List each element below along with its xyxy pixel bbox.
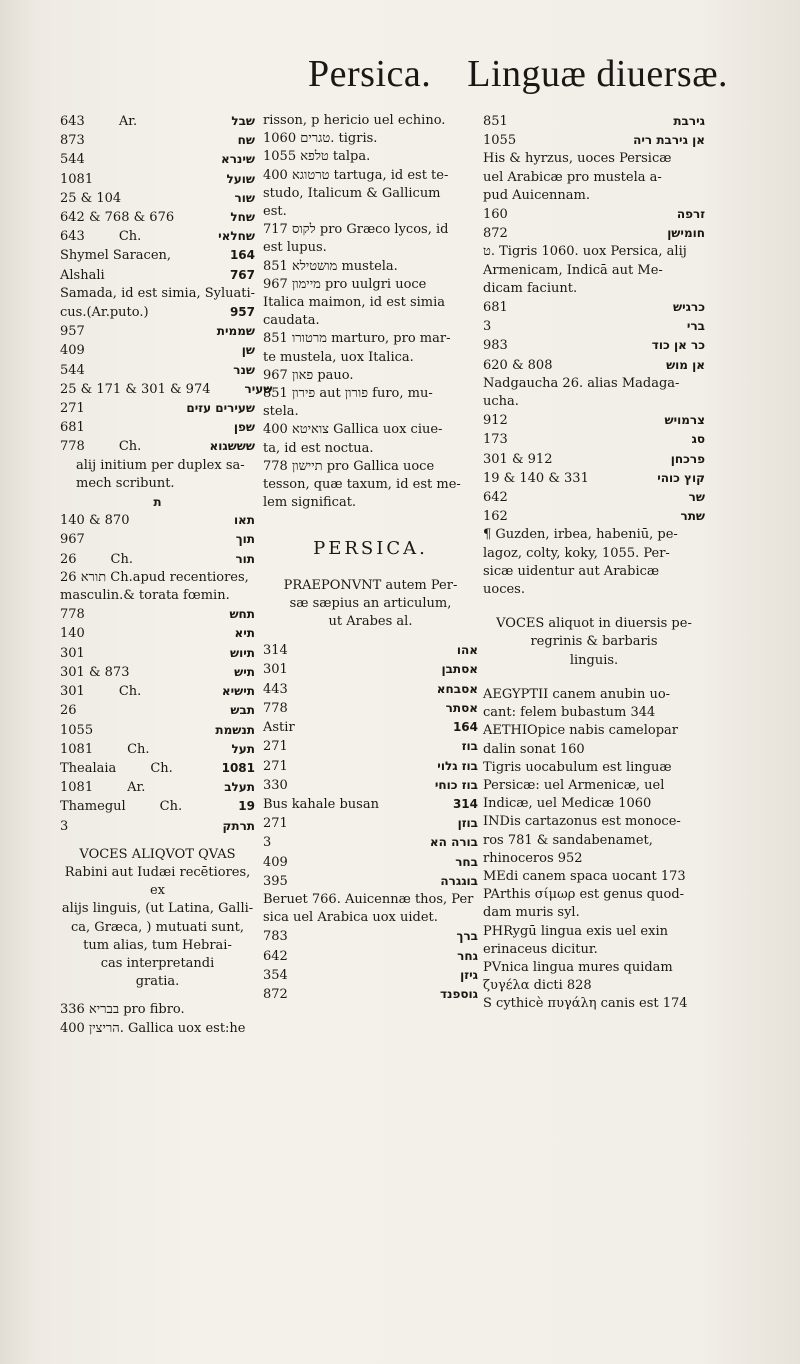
- entry-headword: 164: [229, 248, 255, 263]
- entry-row: [483, 450, 705, 469]
- text-line: תיישון 778 pro Gallica uoce: [263, 458, 435, 474]
- entry-row: [263, 660, 478, 679]
- text-line: linguis.: [569, 652, 619, 668]
- text-line: MEdi canem spaca uocant 173: [483, 868, 686, 884]
- text-line: studo, Italicum & Gallicum: [263, 185, 441, 201]
- entry-ref: 271: [60, 401, 85, 417]
- entry-headword: בוזן: [457, 816, 478, 831]
- text-line: alij initium per duplex sa-: [76, 457, 245, 473]
- entry-row: [263, 680, 478, 699]
- entry-headword: תוך: [235, 532, 255, 547]
- entry-row: [60, 511, 255, 530]
- entry-ref: 271: [263, 758, 288, 774]
- entry-row: [60, 624, 255, 643]
- entry-row: [263, 853, 478, 872]
- text-line: regrinis & barbaris: [530, 634, 658, 650]
- entry-ref: Thealaia: [60, 760, 117, 776]
- text-line: dalin sonat 160: [483, 741, 585, 757]
- entry-headword: צרמויש: [664, 413, 705, 428]
- entry-ref: 642 & 768 & 676: [60, 210, 175, 226]
- entry-headword: בוז: [461, 739, 478, 754]
- text-line: לקוס 717 pro Græco lycos, id: [263, 222, 449, 238]
- entry-headword: תור: [235, 551, 255, 566]
- entry-row: [483, 112, 705, 131]
- text-line: erinaceus dicitur.: [483, 941, 598, 957]
- entry-headword: תרתק: [222, 818, 255, 833]
- text-line: Beruet 766. Auicennæ thos, Per: [263, 891, 474, 907]
- entry-row: [263, 776, 478, 795]
- entry-row: [483, 317, 705, 336]
- entry-ref: 1081: [60, 171, 94, 187]
- text-line: stela.: [263, 404, 299, 420]
- entry-ref: 1055: [483, 133, 517, 149]
- text-line: uel Arabicæ pro mustela a-: [483, 169, 662, 185]
- entry-ref: 314: [263, 643, 288, 659]
- entry-ref: 25 & 171 & 301 & 974: [60, 381, 211, 397]
- entry-ref: 642: [263, 948, 288, 964]
- text-line: sicæ uidentur aut Arabicæ: [483, 563, 660, 579]
- entry-headword: שחלאי: [218, 229, 255, 244]
- entry-headword: תיא: [234, 626, 255, 641]
- entry-ref: 3: [483, 319, 492, 335]
- entry-headword: שר: [688, 490, 705, 505]
- text-line: VOCES ALIQVOT QVAS: [79, 846, 236, 862]
- text-line: פאון 967 pauo.: [263, 367, 354, 383]
- entry-ref: 25 & 104: [60, 190, 122, 206]
- entry-row: [60, 663, 255, 682]
- entry-ref: 1081: [60, 741, 94, 757]
- entry-ref: Samada, id est simia, Syluati-: [60, 285, 256, 301]
- entry-row: [60, 361, 255, 380]
- entry-row: [60, 530, 255, 549]
- entry-row: [483, 336, 705, 355]
- entry-headword: 19: [238, 799, 255, 814]
- entry-note: Ch.: [127, 741, 150, 757]
- text-line: sæ sæpius an articulum,: [289, 595, 452, 611]
- entry-ref: 160: [483, 207, 508, 223]
- entry-row: [60, 797, 255, 816]
- entry-headword: אן מוש: [666, 357, 705, 372]
- entry-headword: 164: [452, 720, 478, 735]
- text-line: Nadgaucha 26. alias Madaga-: [483, 375, 680, 391]
- entry-row: [60, 266, 255, 285]
- entry-ref: Shymel Saracen,: [60, 248, 172, 264]
- entry-row: [263, 699, 478, 718]
- text-line: מושטילא 851 mustela.: [263, 258, 398, 274]
- entry-headword: גוספנד: [439, 986, 478, 1001]
- entry-row: [263, 718, 478, 737]
- entry-ref: 544: [60, 152, 85, 168]
- text-line: masculin.& torata fœmin.: [60, 588, 230, 604]
- entry-row: [60, 131, 255, 150]
- entry-ref: 851: [483, 114, 508, 129]
- entry-row: [60, 246, 255, 265]
- entry-ref: 140: [60, 626, 85, 642]
- entry-ref: 681: [60, 420, 85, 436]
- entry-ref: 983: [483, 338, 508, 354]
- text-line: בבריא 336 pro fibro.: [60, 1002, 185, 1018]
- entry-row: [60, 208, 255, 227]
- text-line: lagoz, colty, koky, 1055. Per-: [483, 545, 670, 561]
- entry-headword: אסתר: [445, 700, 478, 715]
- entry-headword: ברך: [456, 929, 478, 944]
- entry-ref: 271: [263, 816, 288, 832]
- text-line: מיימון 967 pro uulgri uoce: [263, 276, 427, 292]
- entry-ref: 301 & 873: [60, 664, 130, 680]
- entry-row: [483, 469, 705, 488]
- text-line: 26 תורא Ch.apud recentiores,: [60, 569, 249, 585]
- entry-row: [60, 341, 255, 360]
- entry-ref: 395: [263, 873, 288, 889]
- entry-ref: 271: [263, 739, 288, 755]
- entry-ref: 301 & 912: [483, 451, 553, 467]
- entry-ref: Thamegul: [60, 799, 126, 815]
- entry-ref: 1081: [60, 780, 94, 796]
- text-line: pud Auicennam.: [483, 187, 590, 203]
- entry-row: [263, 814, 478, 833]
- entry-headword: ברי: [686, 319, 705, 334]
- entry-row: [60, 418, 255, 437]
- entry-row: [483, 205, 705, 224]
- entry-ref: 409: [263, 854, 288, 870]
- entry-headword: תנשמת: [215, 722, 255, 737]
- text-line: S cythicè πυγάλη canis est 174: [483, 996, 688, 1012]
- text-line: PRAEPONVNT autem Per-: [283, 577, 458, 593]
- entry-ref: 912: [483, 413, 508, 429]
- entry-headword: תבש: [230, 703, 255, 718]
- entry-row: [263, 833, 478, 852]
- entry-ref: cus.(Ar.puto.): [60, 305, 149, 321]
- entry-ref: 778: [60, 439, 85, 455]
- entry-headword: קוץ כוהי: [657, 470, 705, 485]
- entry-ref: 301: [263, 662, 288, 678]
- text-line: ט. Tigris 1060. uox Persica, alij: [483, 244, 687, 260]
- entry-row: [60, 189, 255, 208]
- text-line: AEGYPTII canem anubin uo-: [483, 686, 671, 702]
- entry-headword: שעירים עזים: [186, 401, 255, 416]
- text-line: VOCES aliquot in diuersis pe-: [496, 616, 692, 632]
- entry-headword: שנר: [233, 362, 255, 377]
- text-line: tesson, quæ taxum, id est me-: [263, 477, 461, 493]
- entry-headword: תיוש: [230, 645, 255, 660]
- entry-ref: Alshali: [60, 267, 105, 283]
- entry-headword: שעיר: [244, 381, 273, 396]
- text-line: tum alias, tum Hebrai-: [83, 937, 232, 953]
- entry-headword: שינרא: [220, 152, 255, 167]
- text-line: טלפא 1055 talpa.: [263, 149, 371, 165]
- entry-headword: בחר: [455, 854, 478, 869]
- text-line: cant: felem bubastum 344: [483, 705, 656, 721]
- section-letter: ת: [153, 495, 162, 510]
- column-1: [60, 112, 273, 1038]
- text-line: PVnica lingua mures quidam: [483, 959, 673, 975]
- entry-row: [60, 399, 255, 418]
- entry-headword: שששגוא: [209, 439, 255, 454]
- entry-row: [60, 701, 255, 720]
- entry-ref: 26: [60, 551, 77, 567]
- column-2: [263, 112, 478, 1004]
- entry-ref: 330: [263, 777, 288, 793]
- entry-ref: 681: [483, 300, 508, 316]
- entry-headword: תעל: [231, 741, 255, 756]
- entry-headword: שבל: [231, 114, 255, 128]
- entry-row: [60, 759, 255, 778]
- entry-headword: חומישן: [667, 226, 705, 241]
- entry-headword: אסבחא: [436, 681, 478, 696]
- text-line: caudata.: [263, 313, 320, 329]
- entry-row: [263, 737, 478, 756]
- entry-ref: 778: [60, 607, 85, 623]
- entry-ref: 301: [60, 645, 85, 661]
- text-line: הריצין 400. Gallica uox est:he: [60, 1020, 246, 1036]
- running-head-right: Linguæ diuersæ.: [467, 53, 729, 95]
- text-line: PArthis σίμωρ est genus quod-: [483, 887, 685, 903]
- text-line: rhinoceros 952: [483, 850, 583, 866]
- text-line: alijs linguis, (ut Latina, Galli-: [61, 901, 254, 917]
- entry-headword: תעלב: [224, 780, 255, 795]
- text-line: dicam faciunt.: [483, 280, 578, 296]
- entry-ref: 643: [60, 114, 85, 129]
- entry-row: [60, 380, 273, 399]
- text-line: cas interpretandi: [100, 955, 215, 971]
- running-head-left: Persica.: [308, 53, 432, 95]
- entry-row: [483, 131, 705, 150]
- entry-ref: 544: [60, 362, 85, 378]
- entry-ref: 3: [60, 818, 69, 834]
- text-line: sica uel Arabica uox uidet.: [263, 910, 438, 926]
- entry-headword: גחר: [457, 948, 478, 963]
- entry-ref: 26: [60, 703, 77, 719]
- section-title: PERSICA.: [313, 538, 428, 560]
- entry-headword: גירבת: [673, 114, 705, 128]
- entry-row: [483, 507, 705, 526]
- entry-row: [483, 411, 705, 430]
- text-line: est.: [263, 204, 287, 220]
- text-line: טרטוגא 400 tartuga, id est te-: [263, 167, 449, 183]
- entry-row: [263, 947, 478, 966]
- entry-row: [483, 488, 705, 507]
- entry-note: Ch.: [150, 760, 173, 776]
- entry-ref: 354: [263, 967, 288, 983]
- text-line: dam muris syl.: [483, 905, 580, 921]
- entry-row: [60, 644, 255, 663]
- text-line: lem significat.: [263, 495, 357, 511]
- text-line: Tigris uocabulum est linguæ: [483, 759, 672, 775]
- column-3: [483, 112, 705, 1014]
- entry-headword: 767: [229, 267, 255, 282]
- entry-row: [483, 298, 705, 317]
- entry-note: Ch.: [159, 799, 183, 815]
- entry-ref: 778: [263, 700, 288, 716]
- entry-row: [60, 437, 255, 456]
- entry-row: [60, 550, 255, 569]
- entry-ref: 3: [263, 835, 272, 851]
- entry-headword: שממית: [216, 324, 255, 339]
- entry-ref: 872: [263, 986, 288, 1002]
- entry-ref: 409: [60, 343, 85, 359]
- entry-headword: שחל: [230, 210, 255, 225]
- page-header: [308, 52, 728, 96]
- text-line: ζυγέλα dicti 828: [483, 978, 592, 994]
- entry-headword: שתר: [680, 509, 705, 524]
- entry-ref: 957: [60, 324, 85, 340]
- text-line: Persicæ: uel Armenicæ, uel: [483, 777, 665, 793]
- entry-headword: שח: [237, 133, 255, 148]
- entry-ref: 872: [483, 226, 508, 242]
- entry-row: [60, 112, 255, 131]
- entry-ref: 873: [60, 133, 85, 149]
- text-line: His & hyrzus, uoces Persicæ: [483, 151, 672, 167]
- text-line: ros 781 & sandabenamet,: [483, 832, 653, 848]
- entry-ref: 642: [483, 490, 508, 506]
- text-line: פירון 851 aut פורון furo, mu-: [263, 386, 433, 402]
- entry-headword: בורה הא: [429, 835, 478, 850]
- text-line: Rabini aut Iudæi recētiores, ex: [64, 864, 251, 899]
- entry-headword: 957: [229, 305, 255, 320]
- entry-headword: כר אן כוד: [651, 338, 705, 353]
- entry-row: [60, 303, 255, 322]
- entry-ref: Astir: [263, 720, 295, 736]
- entry-row: [60, 322, 255, 341]
- entry-headword: פרכחן: [670, 451, 705, 466]
- text-line: ut Arabes al.: [328, 614, 413, 630]
- text-line: מרטורו 851 marturo, pro mar-: [263, 331, 451, 347]
- entry-headword: שועל: [226, 171, 255, 186]
- entry-row: [263, 757, 478, 776]
- text-line: ucha.: [483, 394, 519, 410]
- text-line: ta, id est noctua.: [263, 440, 374, 456]
- entry-ref: 19 & 140 & 331: [483, 470, 589, 486]
- entry-note: Ch.: [118, 229, 142, 245]
- entry-row: [263, 795, 478, 814]
- text-line: ca, Græca, ) mutuati sunt,: [71, 919, 244, 935]
- entry-ref: 162: [483, 509, 508, 525]
- entry-row: [483, 430, 705, 449]
- entry-headword: בוז כוחי: [434, 777, 478, 792]
- entry-row: [60, 227, 255, 246]
- text-line: est lupus.: [263, 240, 327, 256]
- text-line: mech scribunt.: [76, 475, 175, 491]
- entry-ref: Bus kahale busan: [263, 796, 379, 812]
- entry-ref: 783: [263, 929, 288, 945]
- entry-row: [60, 721, 255, 740]
- entry-headword: שור: [234, 190, 255, 205]
- entry-ref: 301: [60, 684, 85, 700]
- entry-headword: בוז גלוי: [437, 758, 478, 773]
- entry-ref: 643: [60, 229, 85, 245]
- entry-headword: תאו: [233, 513, 255, 528]
- entry-row: [60, 605, 255, 624]
- entry-note: Ar.: [127, 780, 146, 796]
- entry-row: [263, 927, 478, 946]
- entry-row: [263, 872, 478, 891]
- entry-note: Ch.: [118, 439, 142, 455]
- entry-row: [60, 740, 255, 759]
- entry-note: Ar.: [118, 114, 138, 129]
- entry-row: [60, 682, 255, 701]
- text-line: Armenicam, Indicā aut Me-: [483, 262, 663, 278]
- entry-headword: תישיא: [221, 684, 255, 699]
- entry-headword: זרפה: [676, 207, 705, 222]
- entry-headword: אסתבן: [441, 662, 478, 677]
- text-line: Indicæ, uel Medicæ 1060: [483, 796, 652, 812]
- text-line: ¶ Guzden, irbea, habeniū, pe-: [483, 527, 678, 543]
- entry-row: [60, 170, 255, 189]
- text-line: PHRygū lingua exis uel exin: [483, 923, 668, 939]
- text-line: INDis cartazonus est monoce-: [483, 814, 681, 830]
- entry-ref: 620 & 808: [483, 357, 553, 373]
- entry-headword: אן גירבת ריה: [633, 133, 705, 148]
- entry-headword: אהו: [456, 643, 478, 658]
- text-line: te mustela, uox Italica.: [263, 349, 414, 365]
- entry-headword: שפן: [233, 420, 255, 435]
- text-line: טגרים 1060. tigris.: [263, 131, 378, 147]
- entry-row: [483, 224, 705, 243]
- entry-headword: גיזן: [460, 967, 478, 982]
- entry-ref: 140 & 870: [60, 513, 130, 529]
- entry-headword: שן: [241, 343, 255, 358]
- entry-row: [60, 778, 255, 797]
- entry-headword: תיש: [234, 664, 255, 679]
- entry-headword: כרגיש: [672, 300, 705, 315]
- entry-row: [60, 150, 255, 169]
- entry-row: [263, 985, 478, 1004]
- entry-headword: 1081: [221, 760, 255, 775]
- entry-note: Ch.: [118, 684, 142, 700]
- entry-row: [60, 817, 255, 836]
- text-line: AETHIOpice nabis camelopar: [483, 723, 678, 739]
- text-line: צואיטא 400 Gallica uox ciue-: [263, 422, 443, 438]
- entry-headword: 314: [452, 796, 478, 811]
- entry-headword: בוגגרה: [440, 873, 478, 888]
- entry-ref: 1055: [60, 722, 94, 738]
- text-line: uoces.: [483, 582, 525, 598]
- entry-ref: 173: [483, 432, 508, 448]
- entry-row: [263, 641, 478, 660]
- entry-ref: 967: [60, 532, 85, 548]
- entry-row: [483, 356, 705, 375]
- text-line: risson, p hericio uel echino.: [263, 113, 446, 128]
- text-line: Italica maimon, id est simia: [263, 295, 446, 311]
- text-line: gratia.: [135, 974, 180, 990]
- entry-row: [263, 966, 478, 985]
- entry-headword: סג: [691, 432, 705, 447]
- entry-ref: 443: [263, 681, 288, 697]
- entry-note: Ch.: [110, 551, 133, 567]
- entry-headword: תחש: [229, 607, 255, 622]
- entry-row: [60, 285, 255, 303]
